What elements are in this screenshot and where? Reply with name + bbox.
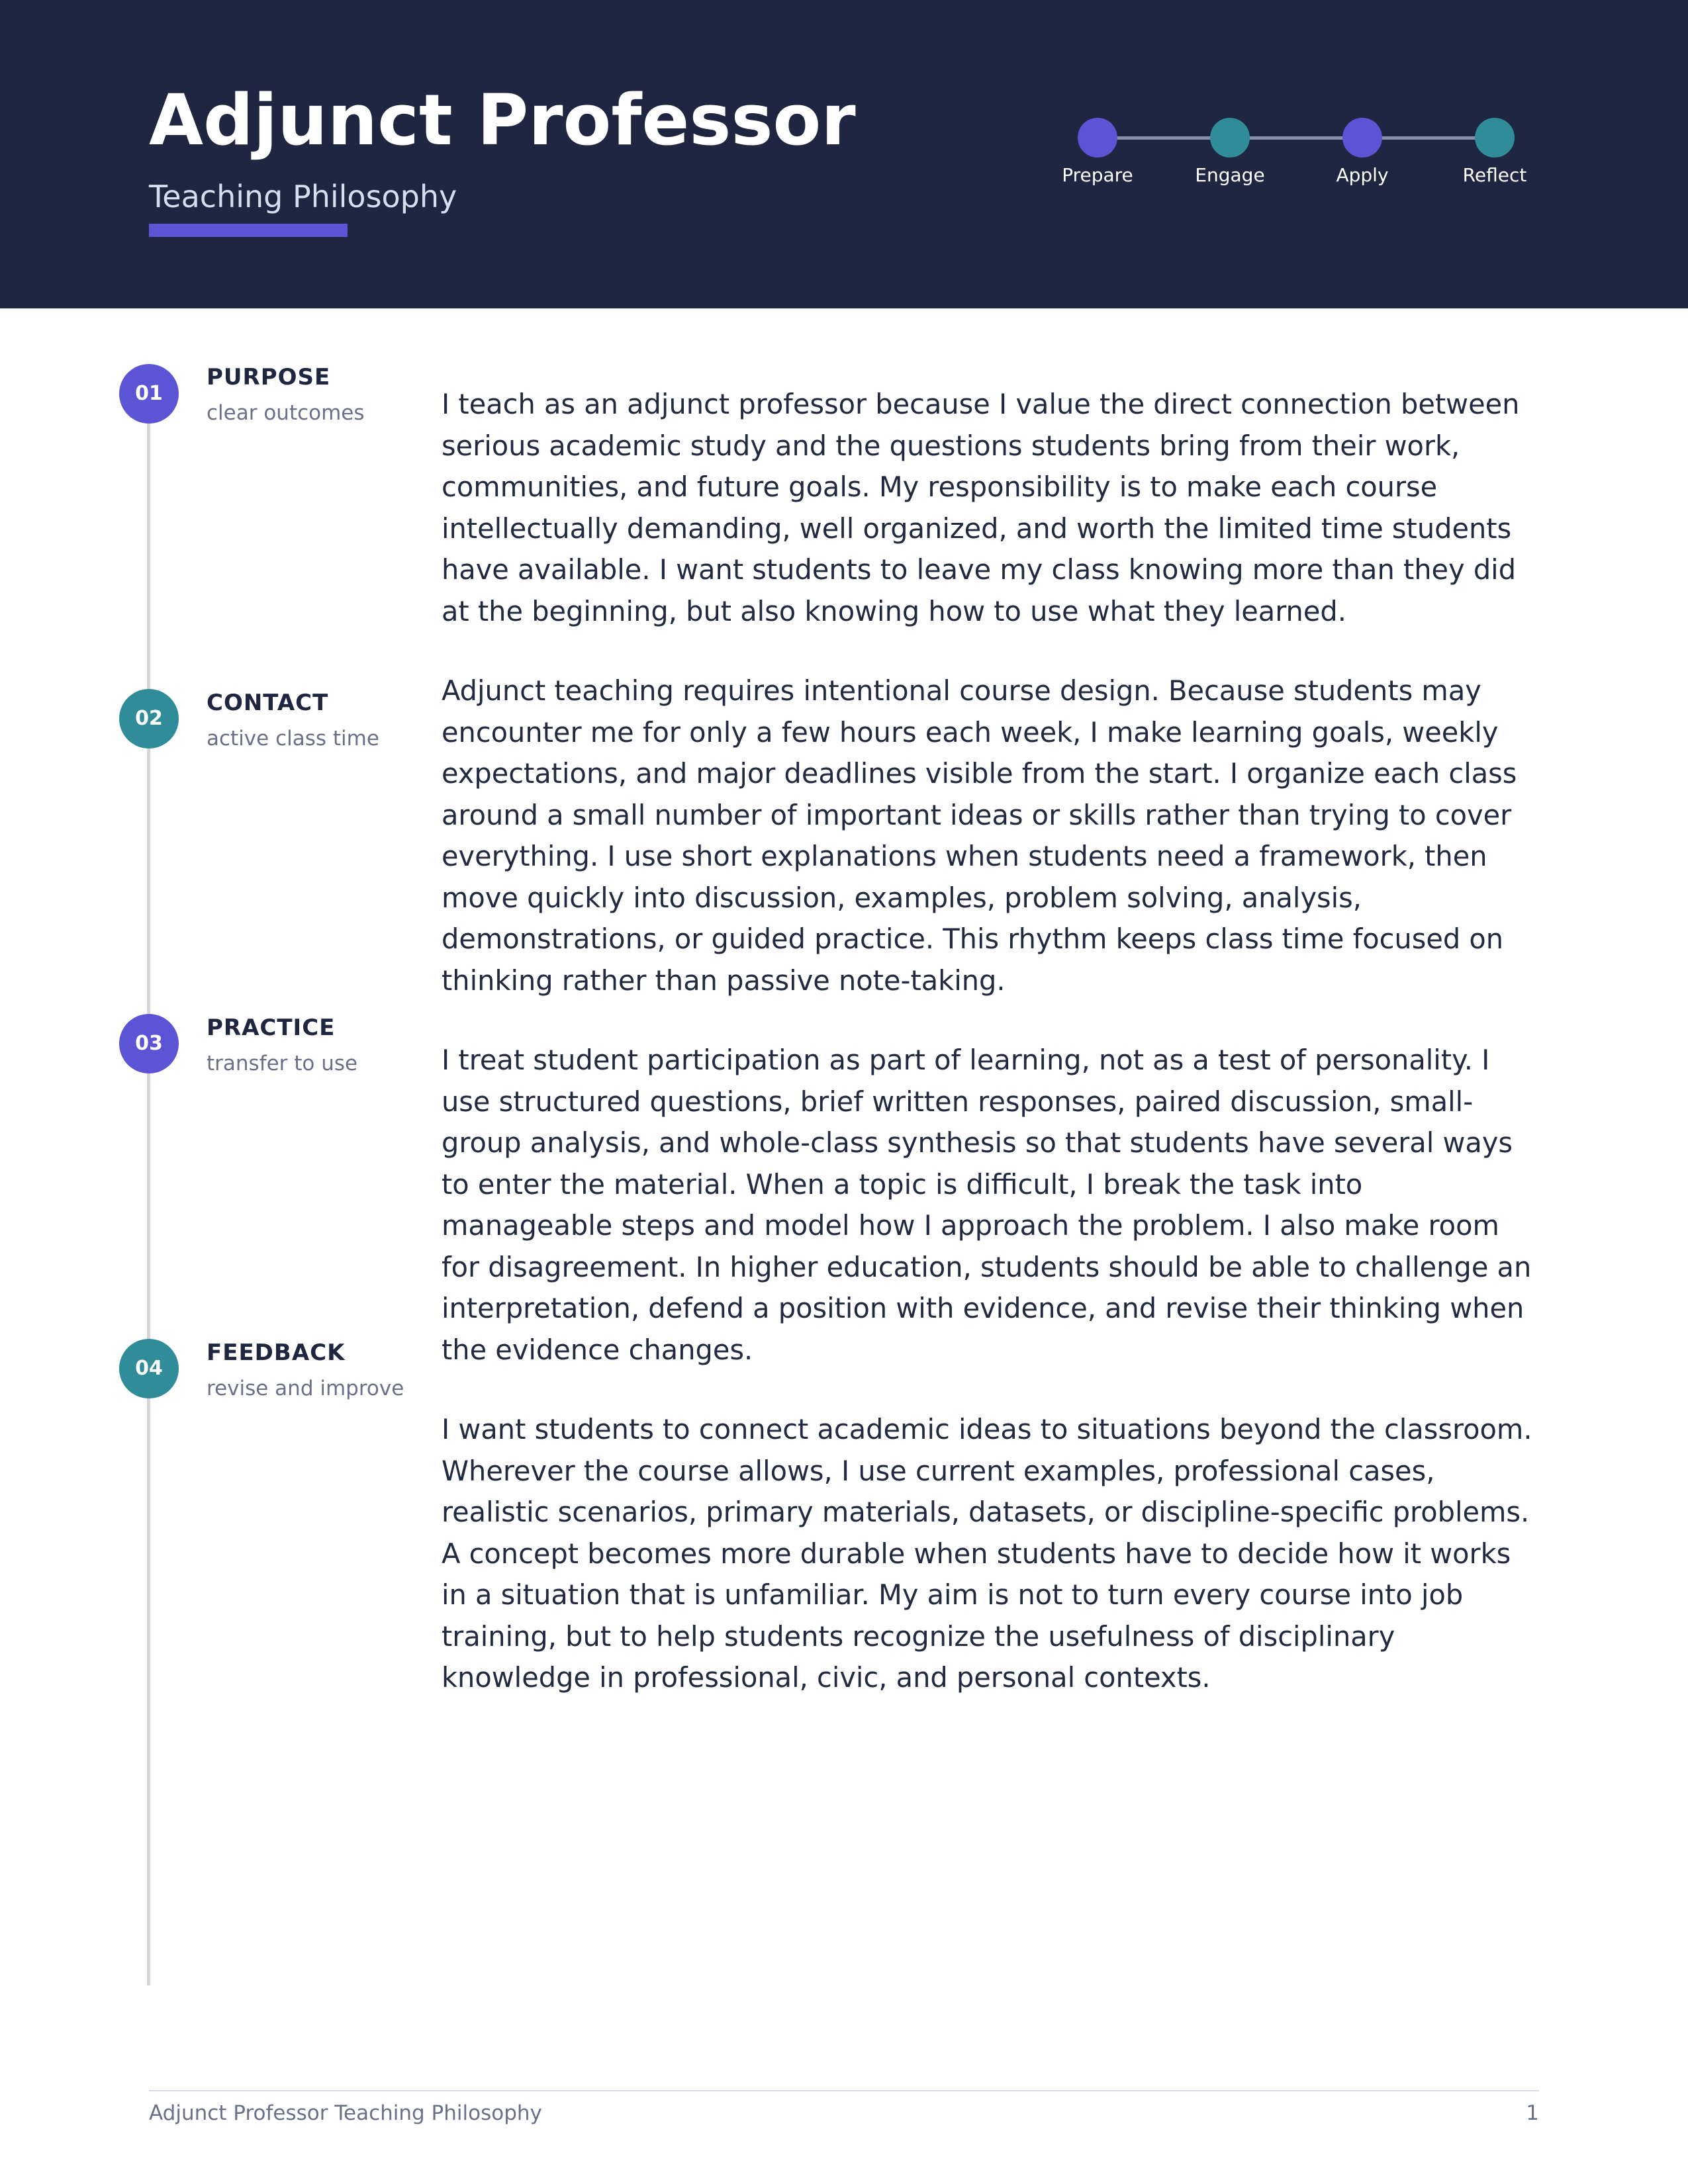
- footer-divider: [149, 2090, 1539, 2091]
- philosophy-body: [442, 384, 1534, 1737]
- page-header: [0, 0, 1688, 308]
- body-paragraph: I treat student participation as part of learning, not as a test of personality. I use structured questions, brief written responses, paired discussion, small-group analysis, and whole-class synthesis so that students have several ways to enter the material. When a topic is difficult, I break the task into manageable steps and model how I approach the problem. I also make room for disagreement. In higher education, students should be able to challenge an interpretation, defend a position with evidence, and revise their thinking when the evidence changes.: [442, 1044, 1532, 1366]
- step-prepare: [1031, 113, 1164, 205]
- step-label: Prepare: [1062, 164, 1133, 186]
- section-marker-01: 01: [119, 364, 179, 424]
- step-apply: [1296, 113, 1429, 205]
- step-label: Apply: [1336, 164, 1389, 186]
- step-reflect: [1429, 113, 1561, 205]
- step-dot: [1078, 118, 1117, 158]
- section-marker-03: 03: [119, 1014, 179, 1073]
- body-paragraph: Adjunct teaching requires intentional course design. Because students may encounter me for only a few hours each week, I make learning goals, weekly expectations, and major deadlines visible from the start. I organize each class around a small number of important ideas or skills rather than trying to cover everything. I use short explanations when students need a framework, then move quickly into discussion, examples, problem solving, analysis, demonstrations, or guided practice. This rhythm keeps class time focused on thinking rather than passive note-taking.: [442, 674, 1517, 997]
- body-paragraph: I teach as an adjunct professor because I value the direct connection between serious academic study and the questions students bring from their work, communities, and future goals. My responsibility is to make each course intellectually demanding, well organized, and worth the limited time students have available. I want students to leave my class knowing more than they did at the beginning, but also knowing how to use what they learned.: [442, 388, 1520, 627]
- section-label-feedback: FEEDBACK: [207, 1340, 346, 1366]
- title-underline: [149, 224, 348, 237]
- timeline-line: [147, 394, 150, 1985]
- step-dot: [1342, 118, 1382, 158]
- page-subtitle: Teaching Philosophy: [149, 179, 457, 214]
- page-number: 1: [1526, 2101, 1539, 2125]
- section-marker-02: 02: [119, 689, 179, 749]
- process-steps: [1031, 113, 1561, 205]
- section-label-practice: PRACTICE: [207, 1015, 336, 1041]
- step-label: Reflect: [1462, 164, 1527, 186]
- section-sub-feedback: revise and improve: [207, 1377, 404, 1400]
- section-sub-purpose: clear outcomes: [207, 401, 365, 425]
- section-sub-contact: active class time: [207, 727, 379, 751]
- body-paragraph: I want students to connect academic ideas to situations beyond the classroom. Wherever the course allows, I use current examples, professional cases, realistic scenarios, primary materials, datasets, or discipline-specific problems. A concept becomes more durable when students have to decide how it works in a situation that is unfamiliar. My aim is not to turn every course into job training, but to help students recognize the usefulness of disciplinary knowledge in professional, civic, and personal contexts.: [442, 1413, 1532, 1694]
- step-engage: [1164, 113, 1296, 205]
- section-label-contact: CONTACT: [207, 690, 329, 716]
- step-dot: [1210, 118, 1250, 158]
- page-title: Adjunct Professor: [149, 79, 856, 161]
- step-label: Engage: [1195, 164, 1265, 186]
- step-dot: [1475, 118, 1515, 158]
- footer-title: Adjunct Professor Teaching Philosophy: [149, 2101, 542, 2125]
- section-marker-04: 04: [119, 1339, 179, 1398]
- section-sub-practice: transfer to use: [207, 1052, 358, 1075]
- section-label-purpose: PURPOSE: [207, 364, 331, 390]
